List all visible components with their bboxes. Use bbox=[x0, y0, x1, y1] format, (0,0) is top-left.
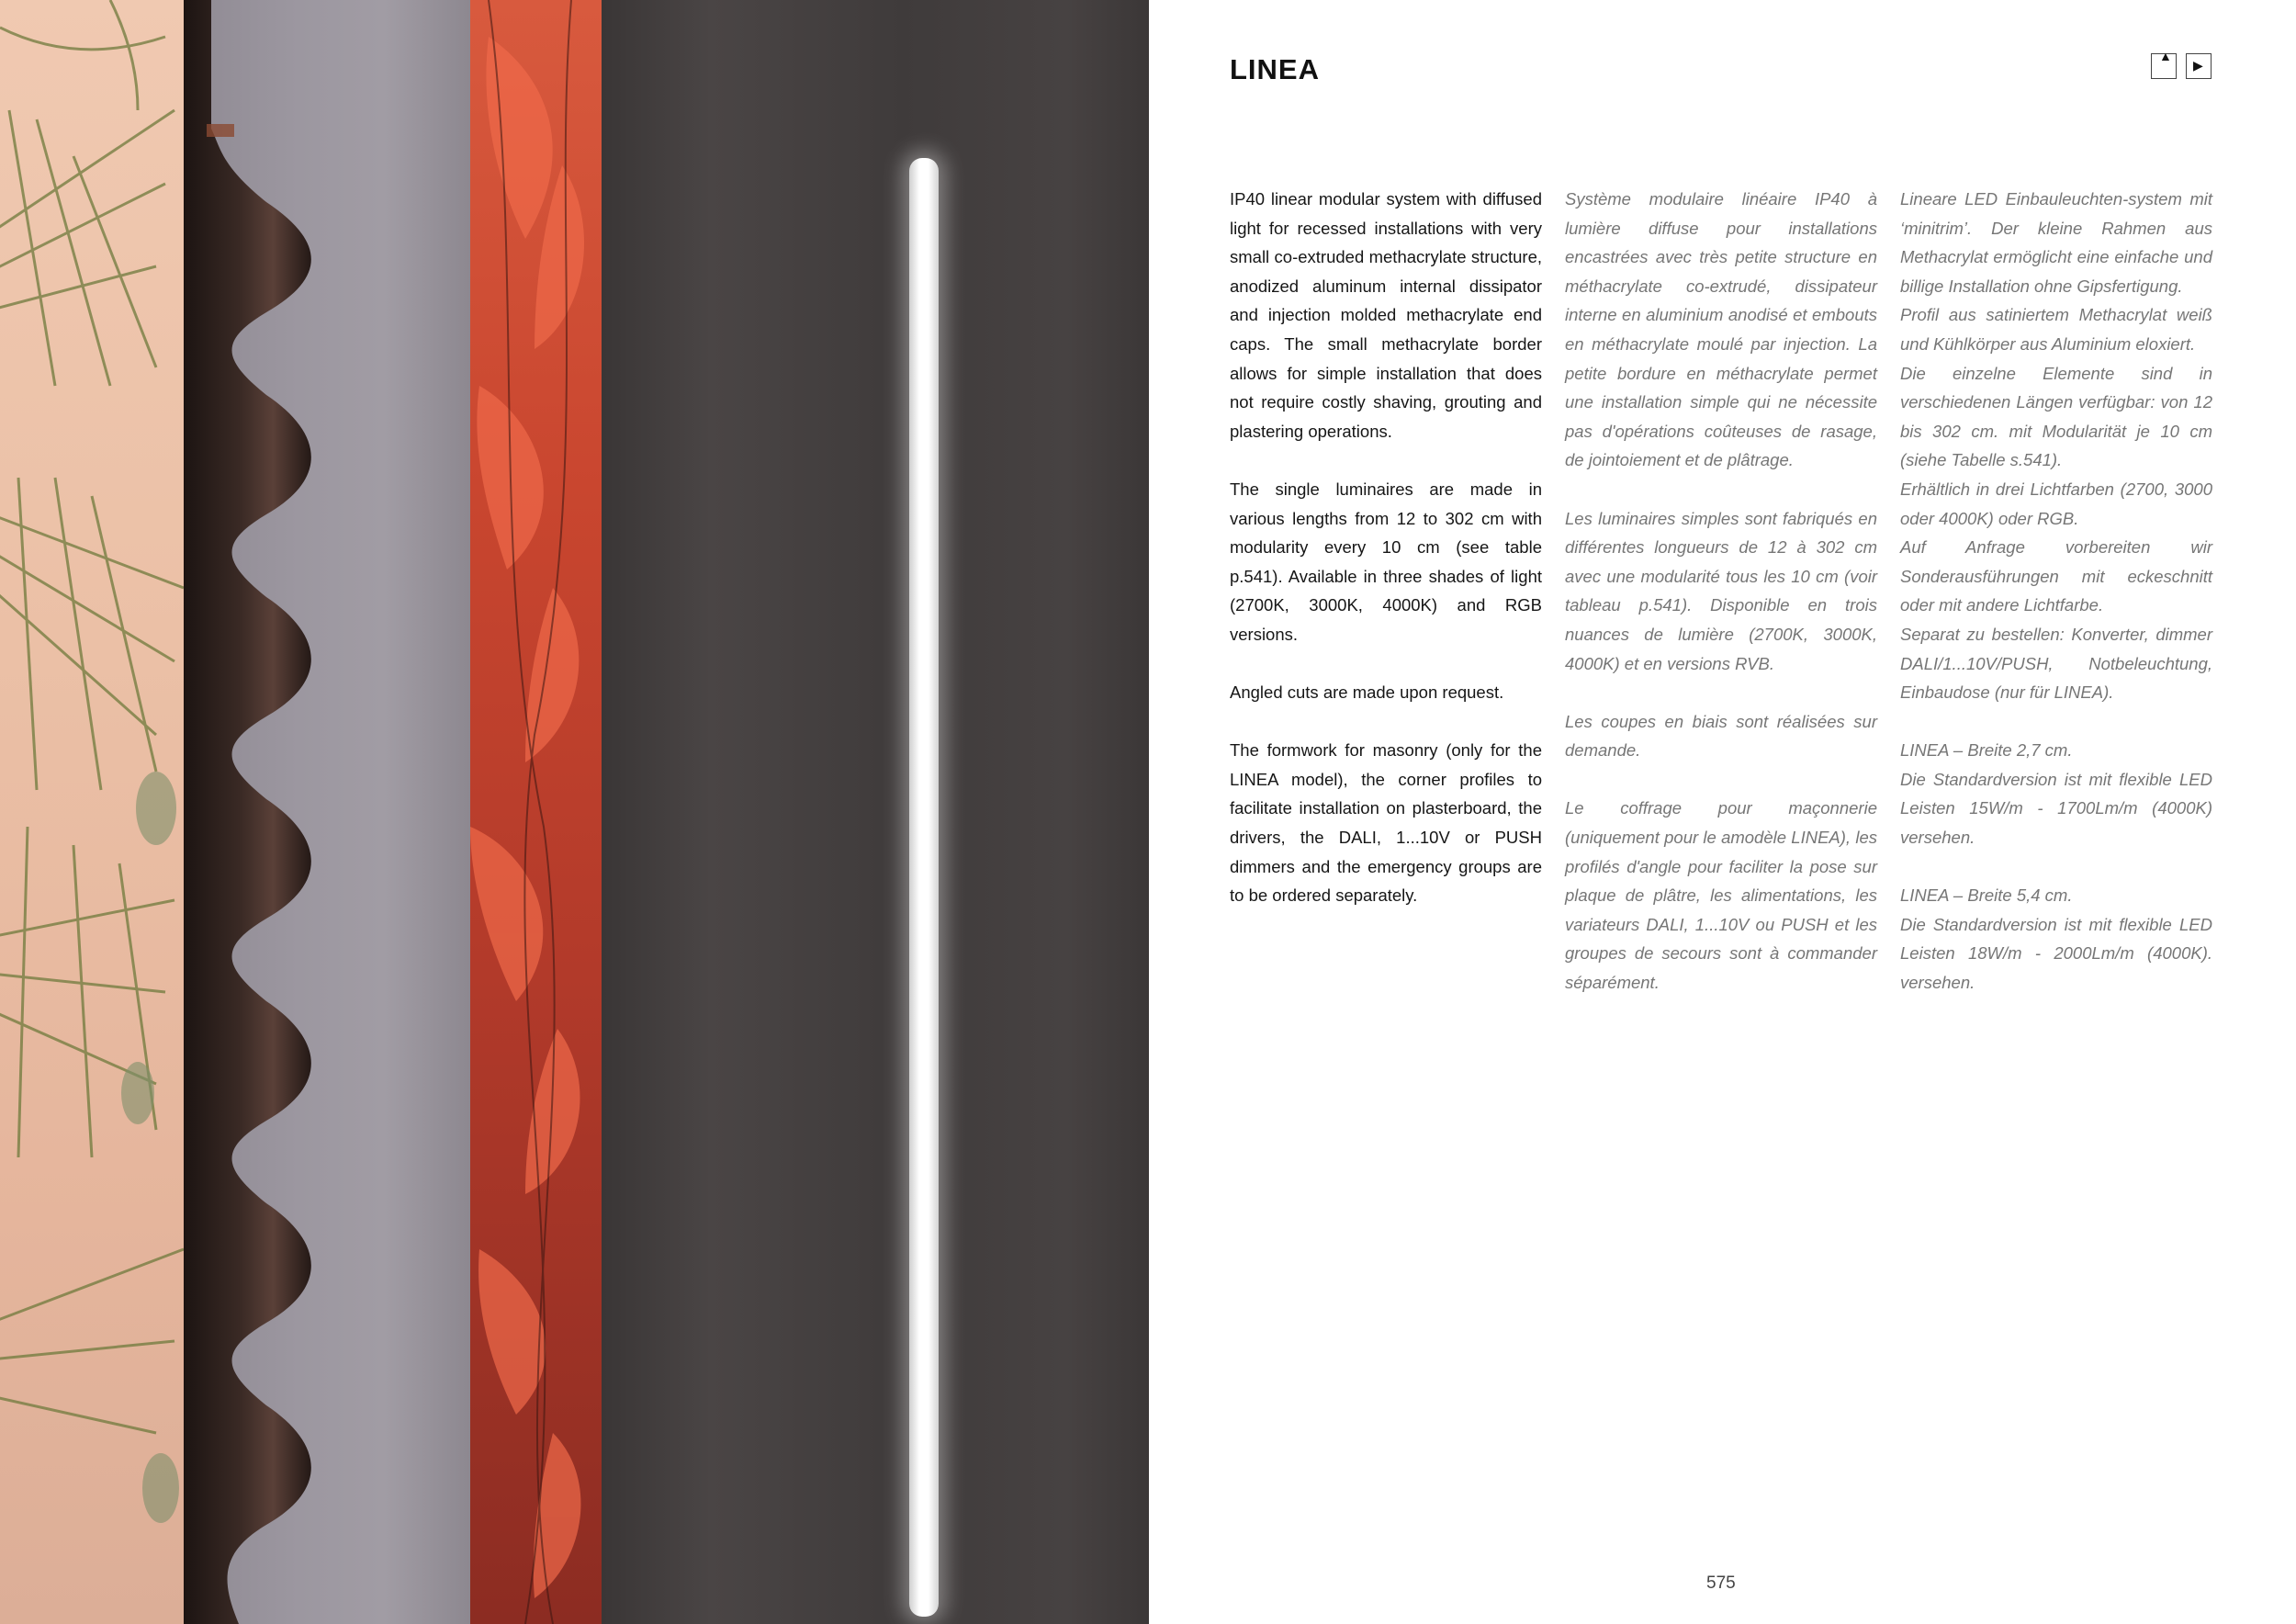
german-description bbox=[1900, 185, 2212, 998]
paragraph: The formwork for masonry (only for the LINEA model), the corner profiles to facilitate installation on plasterboard, the drivers, the DALI, 1...10V or PUSH dimmers and the emergency groups are to be ordered separately. bbox=[1230, 740, 1542, 906]
english-description bbox=[1230, 185, 1542, 910]
paragraph: LINEA – Breite 2,7 cm. bbox=[1900, 740, 2073, 761]
paragraph: IP40 linear modular system with diffused light for recessed installations with very small co-extruded methacrylate structure, anodized aluminum internal dissipator and injection molded methacrylate end caps. The small methacrylate border allows for simple installation that does not require costly shaving, grouting and plastering operations. bbox=[1230, 189, 1542, 441]
triangle-up-icon: ▲ bbox=[2159, 49, 2172, 63]
floral-red-panel bbox=[470, 0, 602, 1624]
prev-page-button[interactable] bbox=[2151, 49, 2177, 79]
paragraph: Separat zu bestellen: Konverter, dimmer DALI/1...10V/PUSH, Notbeleuchtung, Einbaudose (nur für LINEA). bbox=[1900, 624, 2212, 703]
paragraph: Les coupes en biais sont réalisées sur demande. bbox=[1565, 711, 1877, 761]
paragraph: Les luminaires simples sont fabriqués en différentes longueurs de 12 à 302 cm avec une modularité tous les 10 cm (voir tableau p.541). Disponible en trois nuances de lumière (2700K, 3000K, 4000K) et en versions RVB. bbox=[1565, 508, 1877, 673]
paragraph: Die Standardversion ist mit flexible LED Leisten 18W/m - 2000Lm/m (4000K). versehen. bbox=[1900, 914, 2212, 993]
paragraph: Erhältlich in drei Lichtfarben (2700, 3000 oder 4000K) oder RGB. bbox=[1900, 479, 2212, 528]
page-title: LINEA bbox=[1230, 53, 1320, 85]
paragraph: Système modulaire linéaire IP40 à lumière diffuse pour installations encastrées avec très petite structure en méthacrylate co-extrudé, dissipateur interne en aluminium anodisé et embouts en méthacrylate moulé par injection. La petite bordure en méthacrylate permet une installation simple qui ne nécessite pas d'opérations coûteuses de rasage, de jointoiement et de plâtrage. bbox=[1565, 189, 1877, 470]
paragraph: Le coffrage pour maçonnerie (uniquement pour le amodèle LINEA), les profilés d'angle pour faciliter la pose sur plaque de plâtre, les alimentations, les variateurs DALI, 1...10V ou PUSH et les groupes de secours sont à commander séparément. bbox=[1565, 798, 1877, 993]
paragraph: Auf Anfrage vorbereiten wir Sonderausführungen mit eckeschnitt oder mit andere Lichtfarbe. bbox=[1900, 537, 2212, 615]
leaf-pattern-icon bbox=[0, 0, 188, 1624]
page-number: 575 bbox=[1706, 1573, 1736, 1593]
dark-stucco-panel bbox=[602, 0, 1149, 1624]
paragraph: Angled cuts are made upon request. bbox=[1230, 682, 1504, 703]
turned-wood-column-icon bbox=[184, 0, 335, 1624]
next-page-button[interactable] bbox=[2186, 53, 2212, 79]
patterned-wallpaper bbox=[0, 0, 188, 1624]
french-description bbox=[1565, 185, 1877, 998]
paragraph: Profil aus satiniertem Methacrylat weiß und Kühlkörper aus Aluminium eloxiert. bbox=[1900, 305, 2212, 354]
triangle-right-icon: ▶ bbox=[2193, 58, 2203, 73]
paragraph: Die Standardversion ist mit flexible LED Leisten 15W/m - 1700Lm/m (4000K) versehen. bbox=[1900, 769, 2212, 848]
paragraph: Die einzelne Elemente sind in verschiedenen Längen verfügbar: von 12 bis 302 cm. mit Modularität je 10 cm (siehe Tabelle s.541). bbox=[1900, 363, 2212, 470]
floral-pattern-icon bbox=[470, 0, 602, 1624]
paragraph: The single luminaires are made in various lengths from 12 to 302 cm with modularity every 10 cm (see table p.541). Available in three shades of light (2700K, 3000K, 4000K) and RGB versions. bbox=[1230, 479, 1542, 644]
paragraph: Lineare LED Einbauleuchten-system mit ‘minitrim’. Der kleine Rahmen aus Methacrylat ermöglicht eine einfache und billige Installation ohne Gipsfertigung. bbox=[1900, 189, 2212, 296]
linea-light-strip bbox=[909, 158, 939, 1617]
paragraph: LINEA – Breite 5,4 cm. bbox=[1900, 885, 2073, 906]
